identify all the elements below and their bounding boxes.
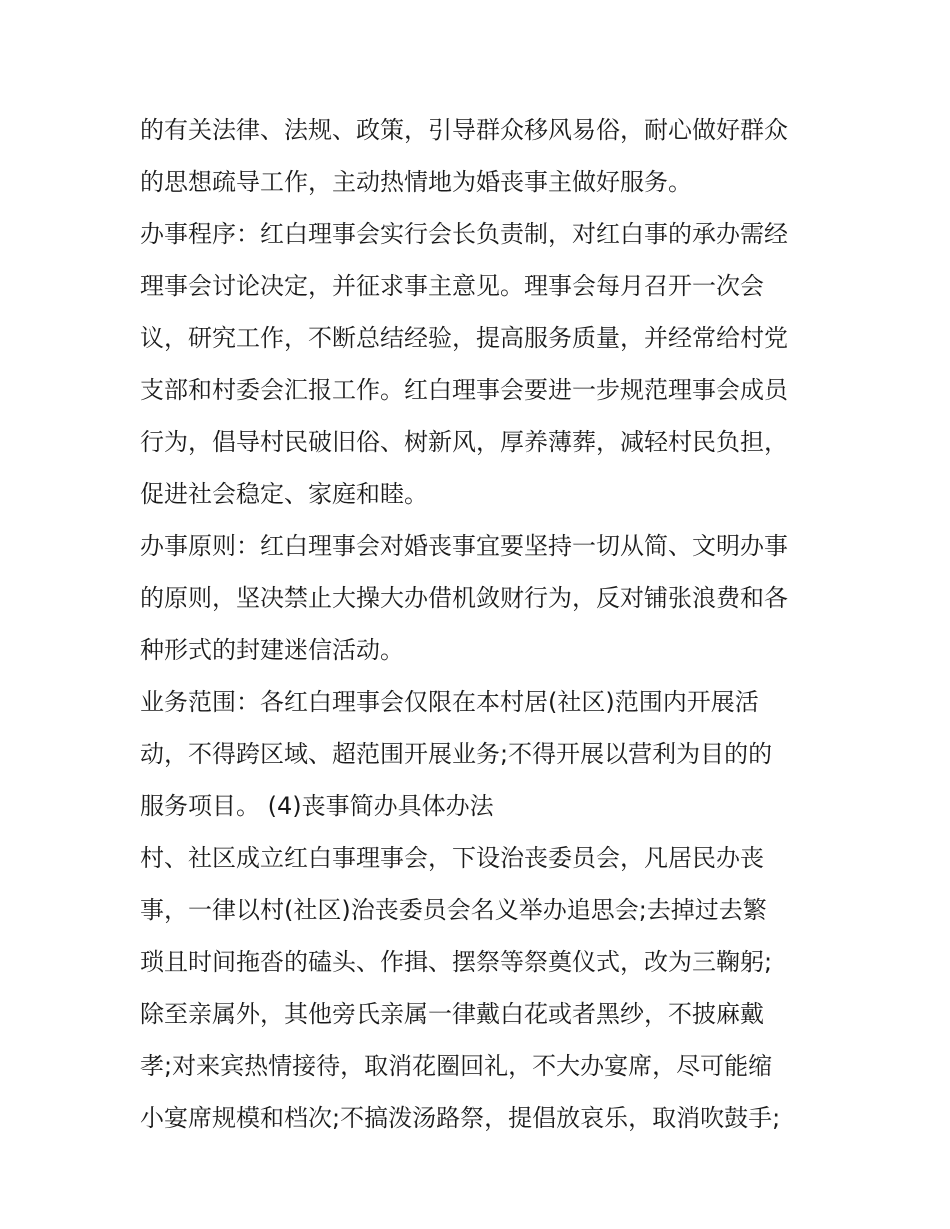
text-line: 孝;对来宾热情接待，取消花圈回礼，不大办宴席，尽可能缩 (140, 1052, 773, 1080)
text-line: 村、社区成立红白事理事会，下设治丧委员会，凡居民办丧 (140, 844, 764, 872)
text-line: 办事程序：红白理事会实行会长负责制，对红白事的承办需经 (140, 220, 788, 248)
text-line: 业务范围：各红白理事会仅限在本村居(社区)范围内开展活 (140, 688, 759, 716)
text-line: 行为，倡导村民破旧俗、树新风，厚养薄葬，减轻村民负担， (140, 428, 788, 456)
text-line: 小宴席规模和档次;不搞泼汤路祭，提倡放哀乐，取消吹鼓手; (140, 1104, 781, 1132)
text-line: 议，研究工作，不断总结经验，提高服务质量，并经常给村党 (140, 324, 788, 352)
text-line: 的思想疏导工作，主动热情地为婚丧事主做好服务。 (140, 168, 692, 196)
text-line: 办事原则：红白理事会对婚丧事宜要坚持一切从简、文明办事 (140, 532, 788, 560)
text-line: 服务项目。 (4)丧事简办具体办法 (140, 792, 494, 820)
text-line: 的有关法律、法规、政策，引导群众移风易俗，耐心做好群众 (140, 116, 788, 144)
text-line: 支部和村委会汇报工作。红白理事会要进一步规范理事会成员 (140, 376, 788, 404)
text-line: 的原则，坚决禁止大操大办借机敛财行为，反对铺张浪费和各 (140, 584, 788, 612)
document-body (140, 104, 820, 1144)
text-line: 促进社会稳定、家庭和睦。 (140, 480, 428, 508)
text-line: 理事会讨论决定，并征求事主意见。理事会每月召开一次会 (140, 272, 764, 300)
text-line: 种形式的封建迷信活动。 (140, 636, 404, 664)
text-line: 琐且时间拖沓的磕头、作揖、摆祭等祭奠仪式，改为三鞠躬; (140, 948, 773, 976)
text-line: 事，一律以村(社区)治丧委员会名义举办追思会;去掉过去繁 (140, 896, 767, 924)
text-line: 动，不得跨区域、超范围开展业务;不得开展以营利为目的的 (140, 740, 773, 768)
text-line: 除至亲属外，其他旁氏亲属一律戴白花或者黑纱，不披麻戴 (140, 1000, 764, 1028)
